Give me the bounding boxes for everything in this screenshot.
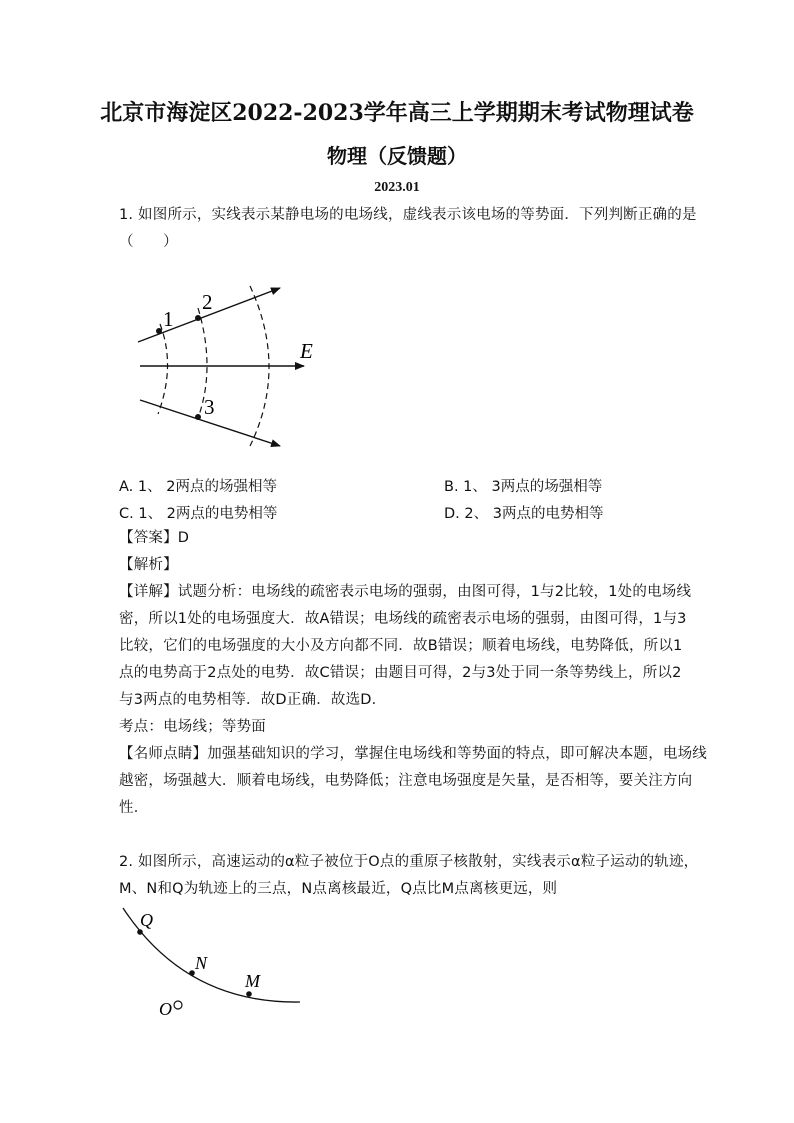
q1-tips-line: 【名师点睛】加强基础知识的学习，掌握住电场线和等势面的特点，即可解决本题，电场线 [119,746,707,762]
label-3: 3 [204,395,215,419]
point-Q [137,929,143,935]
point-1 [156,328,162,334]
q1-option-c: C. 1、 2两点的电势相等 [119,506,278,522]
q1-detail-line: 点的电势高于2点处的电势．故C错误；由题目可得，2与3处于同一条等势线上，所以2 [119,665,682,681]
paper-date: 2023.01 [374,180,420,195]
point-2 [195,315,201,321]
q2-stem-line2: M、N和Q为轨迹上的三点，N点离核最近，Q点比M点离核更远，则 [119,881,558,897]
q1-detail-line: 【详解】试题分析：电场线的疏密表示电场的强弱，由图可得，1与2比较，1处的电场线 [119,584,692,600]
equipotential-arc-1 [158,324,168,414]
point-N [189,970,195,976]
paper-subtitle: 物理（反馈题） [327,144,467,168]
q1-kaodian: 考点：电场线；等势面 [119,719,266,735]
nucleus-O [174,1001,182,1009]
q1-detail-line: 比较，它们的电场强度的大小及方向都不同．故B错误；顺着电场线，电势降低，所以1 [119,638,683,654]
q1-stem-line1: 1. 如图所示，实线表示某静电场的电场线，虚线表示该电场的等势面．下列判断正确的是 [119,207,697,223]
q1-option-b: B. 1、 3两点的场强相等 [444,479,603,495]
label-1: 1 [163,307,174,331]
label-E: E [300,339,313,363]
q1-option-d: D. 2、 3两点的电势相等 [444,506,604,522]
label-O: O [159,999,172,1019]
q1-electric-field-figure [128,278,348,458]
label-Q: Q [140,910,153,930]
q1-answer: 【答案】D [119,530,190,546]
q1-tips-line: 性． [119,800,149,816]
q2-stem-line1: 2. 如图所示，高速运动的α粒子被位于O点的重原子核散射，实线表示α粒子运动的轨迹， [119,854,699,870]
paper-title: 北京市海淀区2022-2023学年高三上学期期末考试物理试卷 [100,100,694,126]
q1-tips-line: 越密，场强越大．顺着电场线，电势降低；注意电场强度是矢量，是否相等，要关注方向 [119,773,693,789]
label-N: N [195,953,208,973]
q1-option-a: A. 1、 2两点的场强相等 [119,479,277,495]
point-3 [195,414,201,420]
q1-stem-line2: （ ） [119,234,178,250]
label-M: M [245,971,260,991]
q2-scattering-figure [118,904,318,1024]
q1-detail-line: 密，所以1处的电场强度大．故A错误；电场线的疏密表示电场的强弱，由图可得，1与3 [119,611,687,627]
q1-analysis-label: 【解析】 [119,557,178,573]
point-M [246,991,252,997]
label-2: 2 [202,290,213,314]
q1-detail-line: 与3两点的电势相等．故D正确．故选D． [119,692,387,708]
